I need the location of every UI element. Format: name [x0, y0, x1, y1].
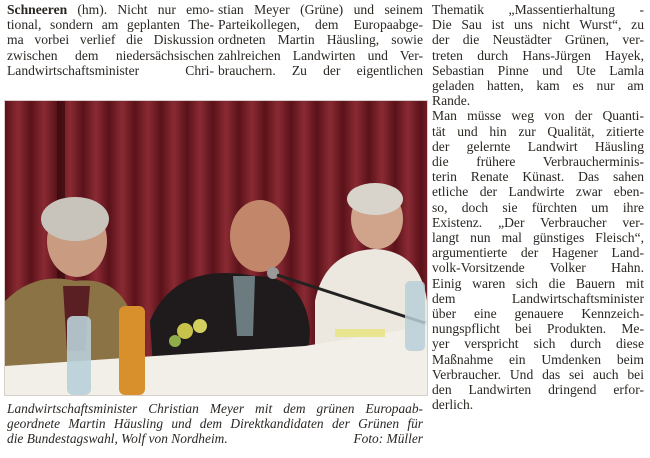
text-line: den Landwirten dringend erfor-: [432, 382, 644, 398]
text-line: Existenz. „Der Verbraucher ver-: [432, 214, 644, 230]
text-line: zwischen dem niedersächsischen: [7, 47, 214, 63]
text-line: dem Landwirtschaftsminister: [432, 290, 644, 306]
text-line: Verbraucher. Und das sei auch bei: [432, 366, 644, 382]
text-line: Maßnahme ein Umdenken beim: [432, 351, 644, 367]
caption-line: [7, 431, 423, 446]
text-line: über eine genauere Kennzeich-: [432, 306, 644, 322]
text-line: die frühere Verbraucherminis-: [432, 154, 644, 170]
text-line: tional, sondern am geplanten The-: [7, 17, 214, 33]
text-line: derlich.: [432, 397, 474, 413]
text-line: etliche der Landwirte zwar eben-: [432, 184, 644, 200]
text-line: yer verspricht sich durch diese: [432, 336, 644, 352]
text-line: stian Meyer (Grüne) und seinem: [218, 2, 423, 17]
text-line: Rande.: [432, 93, 471, 109]
text-line: volk-Vorsitzende Volker Hahn.: [432, 260, 644, 276]
text-line: zahlreichen Landwirten und Ver-: [218, 47, 423, 63]
article-column-1: [7, 2, 214, 78]
text-line: argumentierte der Hagener Land-: [432, 245, 644, 261]
paragraph: [432, 2, 644, 108]
text-line: Einig waren sich die Bauern mit: [432, 275, 644, 291]
text-line: ma vorbei verlief die Diskussion: [7, 32, 214, 48]
text-line: tät und hin zur Qualität, zitierte: [432, 123, 644, 139]
photo-caption: [7, 401, 423, 447]
caption-line: Landwirtschaftsminister Christian Meyer mit dem grünen Europaab-: [7, 401, 423, 416]
dateline: Schneeren: [7, 2, 68, 17]
text-fragment: (hm). Nicht nur emo-: [67, 2, 214, 17]
text-line: Thematik „Massentierhaltung -: [432, 2, 644, 17]
text-line: Parteikollegen, dem Europaabge-: [218, 17, 423, 33]
text-line: geladen hatten, kam es nur am: [432, 78, 644, 94]
text-line: der die Neustädter Grünen, ver-: [432, 32, 644, 48]
text-line: langt nun mal günstiges Fleisch“,: [432, 230, 644, 246]
text-line: terin Renate Künast. Das sahen: [432, 169, 644, 185]
text-line: Sebastian Pinne und Ute Lamla: [432, 62, 644, 78]
text-line: der gelernte Landwirt Häusling: [432, 138, 644, 154]
article-column-3: [432, 2, 644, 412]
text-line: [7, 2, 214, 17]
photo-credit: Foto: Müller: [353, 431, 423, 447]
text-line: brauchern. Zu der eigentlichen: [218, 62, 423, 78]
article-column-2: [218, 2, 423, 78]
text-line: so, doch sie fürchten um ihre: [432, 199, 644, 215]
text-line: Die Sau ist uns nicht Wurst“, zu: [432, 17, 644, 33]
caption-line: geordnete Martin Häusling und dem Direktkandidaten der Grünen für: [7, 416, 423, 432]
news-photo: [4, 100, 428, 396]
text-line: nungspflicht bei Produkten. Me-: [432, 321, 644, 337]
text-line: Man müsse weg von der Quanti-: [432, 108, 644, 124]
paragraph: [432, 108, 644, 412]
text-line: Landwirtschaftsminister Chri-: [7, 62, 214, 78]
text-line: ordneten Martin Häusling, sowie: [218, 32, 423, 48]
caption-text: die Bundestagswahl, Wolf von Nordheim.: [7, 431, 228, 447]
text-line: treten durch Hans-Jürgen Hayek,: [432, 47, 644, 63]
panel-discussion-image: [5, 101, 427, 395]
